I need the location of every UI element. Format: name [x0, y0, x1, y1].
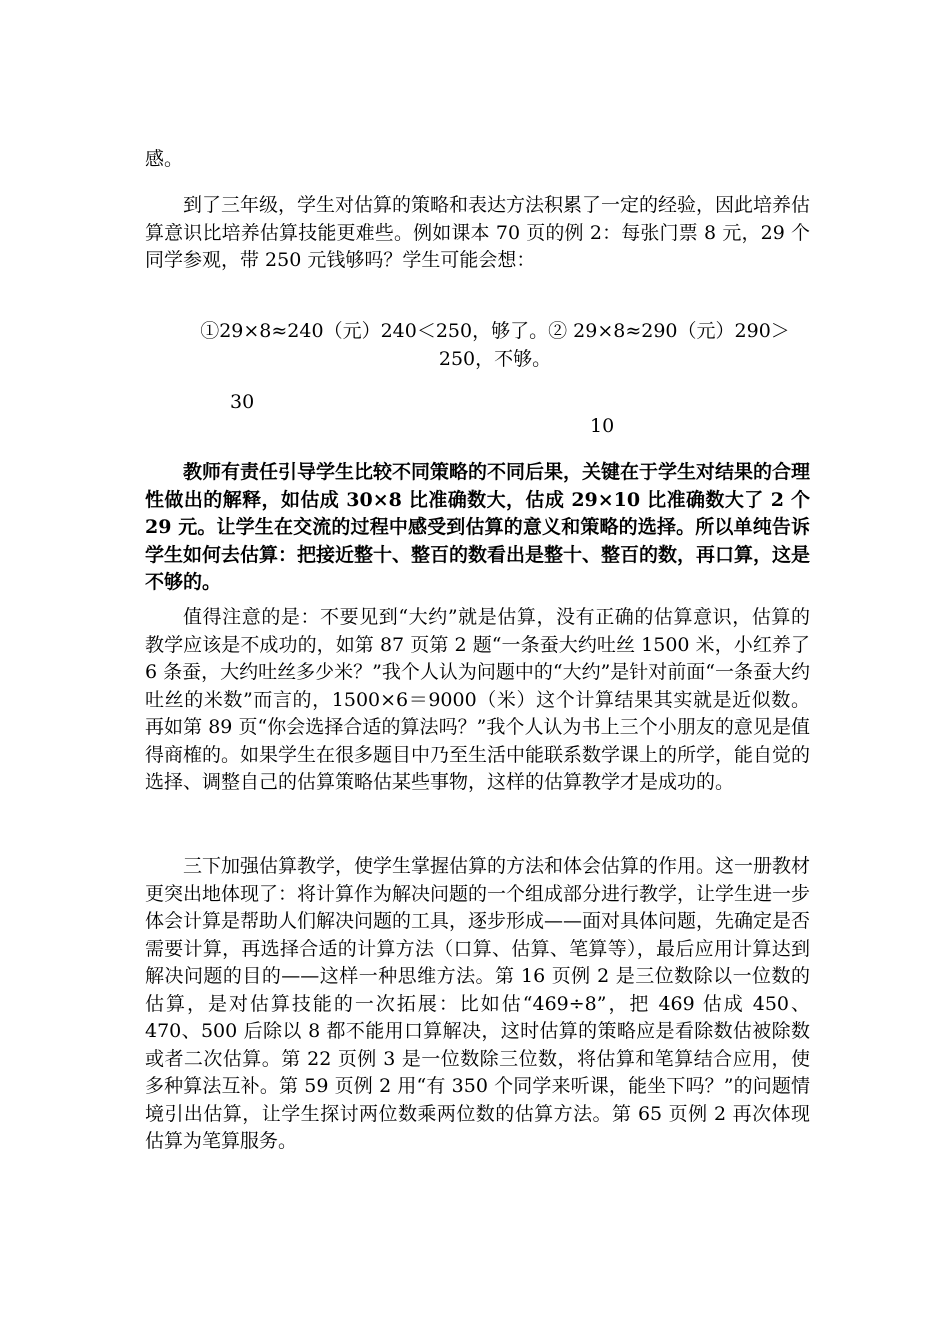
paragraph-strengthen-estimation: 三下加强估算教学，使学生掌握估算的方法和体会估算的作用。这一册教材更突出地体现了：将计算作为解决问题的一个组成部分进行教学，让学生进一步体会计算是帮助人们解决问题的工具，逐步形成——面对具体问题，先确定是否需要计算，再选择合适的计算方法（口算、估算、笔算等），最后应用计算达到解决问题的目的——这样一种思维方法。第 16 页例 2 是三位数除以一位数的估算，是对估算技能的一次拓展：比如估“469÷8”，把 469 估成 450、470、500 后除以 8 都不能用口算解决，这时估算的策略应是看除数估被除数或者二次估算。第 22 页例 3 是一位数除三位数，将估算和笔算结合应用，使多种算法互补。第 59 页例 2 用“有 350 个同学来听课，能坐下吗？”的问题情境引出估算，让学生探讨两位数乘两位数的估算方法。第 65 页例 2 再次体现估算为笔算服务。 — [145, 855, 811, 1152]
paragraph-grade-three-intro: 到了三年级，学生对估算的策略和表达方法积累了一定的经验，因此培养估算意识比培养估算技能更难些。例如课本 70 页的例 2：每张门票 8 元，29 个同学参观，带 250 元钱够吗？学生可能会想： — [145, 194, 811, 271]
paragraph-noteworthy: 值得注意的是：不要见到“大约”就是估算，没有正确的估算意识，估算的教学应该是不成功的，如第 87 页第 2 题“一条蚕大约吐丝 1500 米，小红养了 6 条蚕，大约吐丝多少米？”我个人认为问题中的“大约”是针对前面“一条蚕大约吐丝的米数”而言的，1500×6＝9000（米）这个计算结果其实就是近似数。再如第 89 页“你会选择合适的算法吗？”我个人认为书上三个小朋友的意见是值得商榷的。如果学生在很多题目中乃至生活中能联系数学课上的所学，能自觉的选择、调整自己的估算策略估某些事物，这样的估算教学才是成功的。 — [145, 606, 811, 793]
annotation-number-10: 10 — [590, 415, 615, 437]
annotation-number-30: 30 — [230, 391, 255, 413]
paragraph-continuation: 感。 — [145, 148, 184, 170]
paragraph-teacher-responsibility: 教师有责任引导学生比较不同策略的不同后果，关键在于学生对结果的合理性做出的解释，如估成 30×8 比准确数大，估成 29×10 比准确数大了 2 个 29 元。让学生在交流的过程中感受到估算的意义和策略的选择。所以单纯告诉学生如何去估算：把接近整十、整百的数看出是整十、整百的数，再口算，这是不够的。 — [145, 461, 811, 593]
paragraph-student-strategies: ①29×8≈240（元）240＜250，够了。② 29×8≈290（元）290＞250，不够。 — [200, 320, 790, 370]
